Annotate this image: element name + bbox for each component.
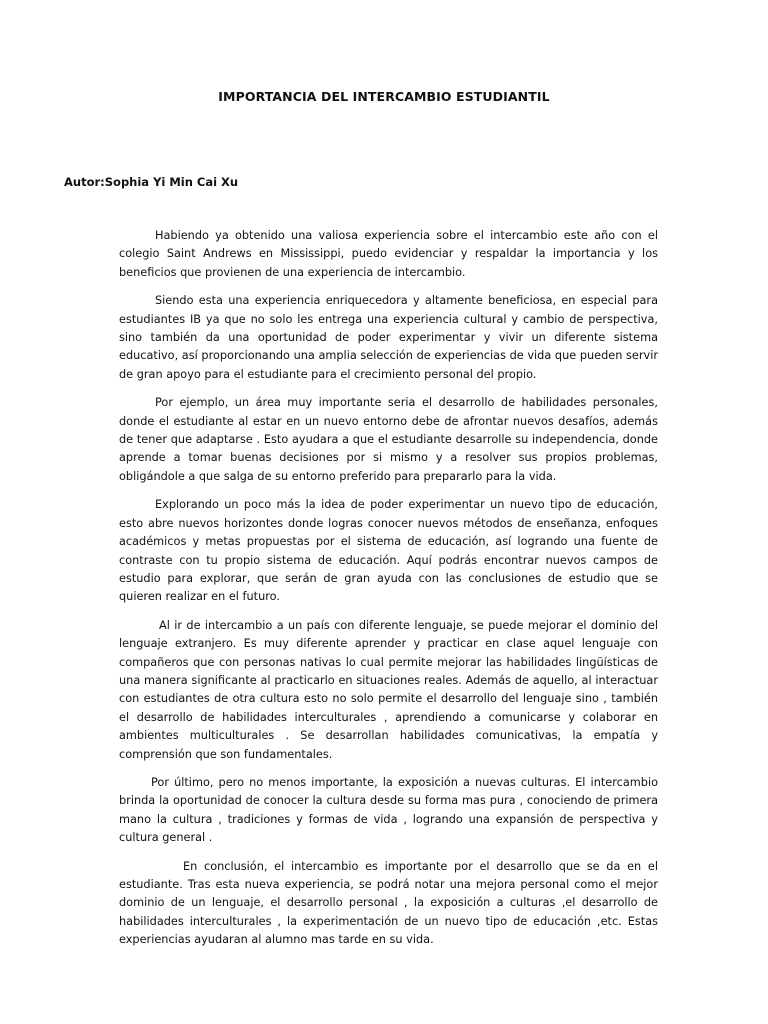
- document-body: [119, 227, 658, 960]
- paragraph-3: Por ejemplo, un área muy importante seria el desarrollo de habilidades personales, donde el estudiante al estar en un nuevo entorno debe de afrontar nuevos desafíos, además de tener que adaptarse . Esto ayudara a que el estudiante desarrolle su independencia, donde aprende a tomar buenas decisiones por si mismo y a resolver sus propios problemas, obligándole a que salga de su entorno preferido para prepararlo para la vida.: [119, 396, 658, 483]
- paragraph-7: En conclusión, el intercambio es importante por el desarrollo que se da en el estudiante. Tras esta nueva experiencia, se podrá notar una mejora personal como el mejor dominio de un lenguaje, el desarrollo personal , la exposición a culturas ,el desarrollo de habilidades interculturales , la experimentación de un nuevo tipo de educación ,etc. Estas experiencias ayudaran al alumno mas tarde en su vida.: [119, 859, 658, 947]
- document-title: IMPORTANCIA DEL INTERCAMBIO ESTUDIANTIL: [218, 89, 550, 104]
- paragraph-2: Siendo esta una experiencia enriquecedora y altamente beneficiosa, en especial para estudiantes IB ya que no solo les entrega una experiencia cultural y cambio de perspectiva, sino también da una oportunidad de poder experimentar y vivir un diferente sistema educativo, así proporcionando una amplia selección de experiencias de vida que pueden servir de gran apoyo para el estudiante para el crecimiento personal del propio.: [119, 294, 658, 381]
- paragraph-4: Explorando un poco más la idea de poder experimentar un nuevo tipo de educación, esto abre nuevos horizontes donde logras conocer nuevos métodos de enseñanza, enfoques académicos y metas propuestas por el sistema de educación, así logrando una fuente de contraste con tu propio sistema de educación. Aquí podrás encontrar nuevos campos de estudio para explorar, que serán de gran ayuda con las conclusiones de estudio que se quieren realizar en el futuro.: [119, 498, 658, 604]
- paragraph-5: Al ir de intercambio a un país con diferente lenguaje, se puede mejorar el dominio del lenguaje extranjero. Es muy diferente aprender y practicar en clase aquel lenguaje con compañeros que con personas nativas lo cual permite mejorar las habilidades lingüísticas de una manera significante al practicarlo en situaciones reales. Además de aquello, al interactuar con estudiantes de otra cultura esto no solo permite el desarrollo del lenguaje sino , también el desarrollo de habilidades interculturales , aprendiendo a comunicarse y colaborar en ambientes multiculturales . Se desarrollan habilidades comunicativas, la empatía y comprensión que son fundamentales.: [119, 618, 658, 761]
- paragraph-6: Por último, pero no menos importante, la exposición a nuevas culturas. El intercambio brinda la oportunidad de conocer la cultura desde su forma mas pura , conociendo de primera mano la cultura , tradiciones y formas de vida , logrando una expansión de perspectiva y cultura general .: [119, 775, 658, 845]
- document-author: Autor:Sophia Yi Min Cai Xu: [64, 175, 239, 189]
- paragraph-1: Habiendo ya obtenido una valiosa experiencia sobre el intercambio este año con el colegio Saint Andrews en Mississippi, puedo evidenciar y respaldar la importancia y los beneficios que provienen de una experiencia de intercambio.: [119, 229, 658, 279]
